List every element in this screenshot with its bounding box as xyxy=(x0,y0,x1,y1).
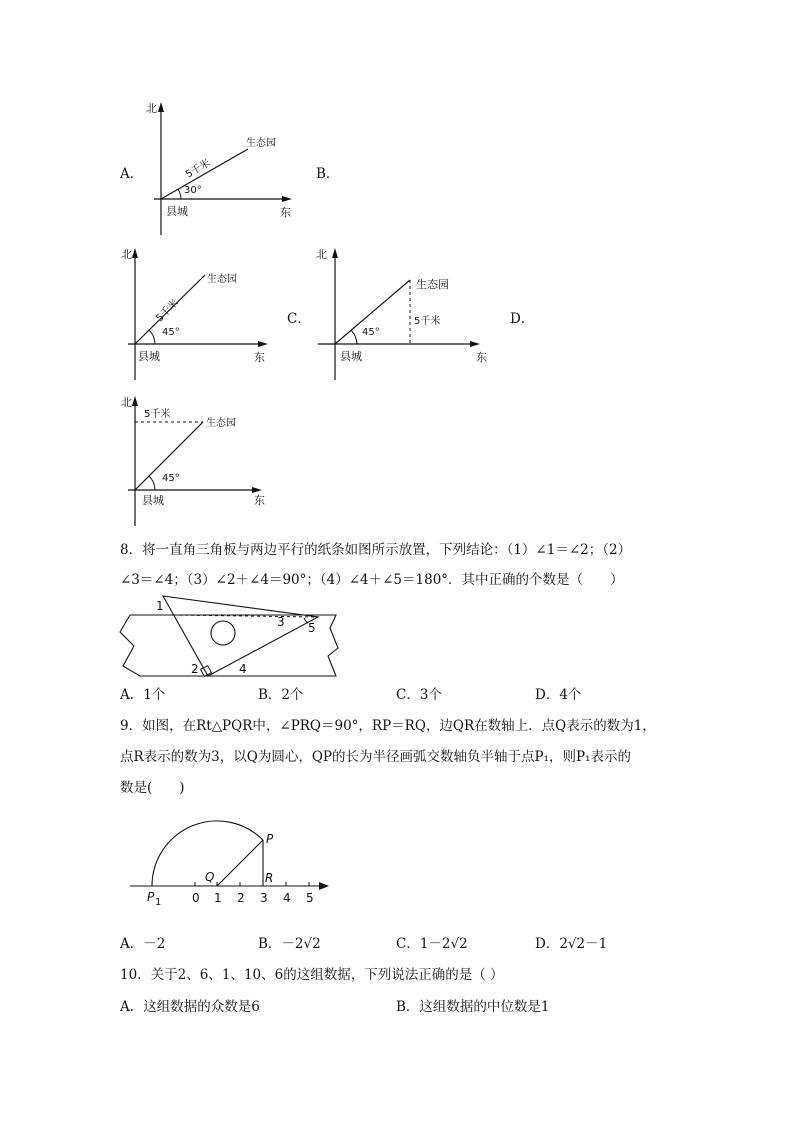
option-d-label: D． xyxy=(510,311,535,327)
option-b-label: B． xyxy=(316,166,340,182)
angle-1-label: 1 xyxy=(156,599,164,613)
east-arrow-icon xyxy=(252,487,262,493)
diagram-b xyxy=(118,242,278,384)
angle-label: 30° xyxy=(184,185,202,196)
tick-label-5: 5 xyxy=(306,891,314,905)
north-label: 北 xyxy=(121,248,132,261)
option-c-label: C． xyxy=(287,311,311,327)
park-label: 生态园 xyxy=(207,274,237,285)
q8-choice-a: A．1个 xyxy=(120,687,166,703)
diagram-d xyxy=(118,390,278,530)
north-arrow-icon xyxy=(132,248,138,258)
direction-ray xyxy=(161,149,248,199)
q9-choice-a: A．－2 xyxy=(120,936,166,952)
point-r-label: R xyxy=(265,871,274,885)
east-arrow-icon xyxy=(470,341,480,347)
east-label: 东 xyxy=(254,351,265,364)
angle-label: 45° xyxy=(362,327,380,338)
angle-arc xyxy=(351,330,357,344)
east-label: 东 xyxy=(254,494,265,507)
q10-choice-b: B．这组数据的中位数是1 xyxy=(396,999,550,1015)
tick-label-4: 4 xyxy=(283,891,291,905)
q8-choice-b: B．2个 xyxy=(258,687,304,703)
point-p-label: P xyxy=(266,832,274,846)
diagram-c xyxy=(310,242,490,384)
q10-choice-a: A．这组数据的众数是6 xyxy=(120,999,260,1015)
county-label: 县城 xyxy=(340,350,362,363)
angle-3-label: 3 xyxy=(277,615,285,629)
point-p1-label: P xyxy=(147,890,155,904)
q9-text-line3: 数是( ) xyxy=(120,780,185,796)
angle-arc xyxy=(149,330,155,344)
q8-text-line2: ∠3＝∠4；（3）∠2＋∠4＝90°；（4）∠4＋∠5＝180°．其中正确的个数是（ ） xyxy=(120,572,624,588)
north-arrow-icon xyxy=(132,396,138,406)
angle-arc xyxy=(178,189,181,199)
distance-label: 5千米 xyxy=(414,316,441,327)
q9-choice-c: C．1－2√2 xyxy=(396,936,468,952)
angle-label: 45° xyxy=(162,327,180,338)
park-label: 生态园 xyxy=(246,138,276,149)
tick-label-1: 1 xyxy=(214,891,222,905)
tick-label-0: 0 xyxy=(192,891,200,905)
tick-label-2: 2 xyxy=(237,891,245,905)
angle-4-label: 4 xyxy=(239,662,247,676)
q9-text-line1: 9．如图，在Rt△PQR中，∠PRQ＝90°，RP＝RQ，边QR在数轴上．点Q表示的数为1， xyxy=(120,718,656,734)
east-label: 东 xyxy=(280,206,291,219)
east-arrow-icon xyxy=(258,341,268,347)
q9-choice-b: B．－2√2 xyxy=(258,936,321,952)
point-q-label: Q xyxy=(205,870,215,884)
park-label: 生态园 xyxy=(206,418,236,429)
number-line-arrow-icon xyxy=(319,882,329,890)
distance-label: 5千米 xyxy=(154,297,181,325)
q8-text-line1: 8．将一直角三角板与两边平行的纸条如图所示放置，下列结论：（1）∠1＝∠2；（2） xyxy=(120,542,632,558)
angle-5-label: 5 xyxy=(308,621,316,635)
point-p1-subscript: 1 xyxy=(155,897,162,908)
q10-text-line1: 10．关于2、6、1、10、6的这组数据，下列说法正确的是（ ） xyxy=(120,967,504,983)
park-label: 生态园 xyxy=(416,278,449,291)
north-label: 北 xyxy=(121,396,132,409)
diagram-a xyxy=(140,98,300,238)
county-label: 县城 xyxy=(142,494,164,507)
north-label: 北 xyxy=(316,248,327,261)
q9-text-line2: 点R表示的数为3，以Q为圆心，QP的长为半径画弧交数轴负半轴于点P₁，则P₁表示的 xyxy=(120,749,631,765)
segment-qp xyxy=(217,840,263,886)
north-arrow-icon xyxy=(158,102,164,112)
q8-choice-d: D．4个 xyxy=(535,687,582,703)
distance-label: 5千米 xyxy=(144,409,171,420)
q8-diagram xyxy=(118,590,346,682)
east-label: 东 xyxy=(476,351,487,364)
q9-diagram xyxy=(126,815,336,910)
north-label: 北 xyxy=(146,102,157,115)
angle-arc xyxy=(149,476,155,490)
q9-choice-d: D．2√2－1 xyxy=(535,936,608,952)
county-label: 县城 xyxy=(166,205,188,218)
angle-label: 45° xyxy=(162,473,180,484)
east-arrow-icon xyxy=(282,196,292,202)
angle-2-label: 2 xyxy=(191,662,199,676)
tick-label-3: 3 xyxy=(260,891,268,905)
option-a-label: A． xyxy=(120,166,144,182)
distance-label: 5千米 xyxy=(184,157,213,181)
north-arrow-icon xyxy=(332,248,338,258)
q8-choice-c: C．3个 xyxy=(396,687,442,703)
county-label: 县城 xyxy=(138,350,160,363)
